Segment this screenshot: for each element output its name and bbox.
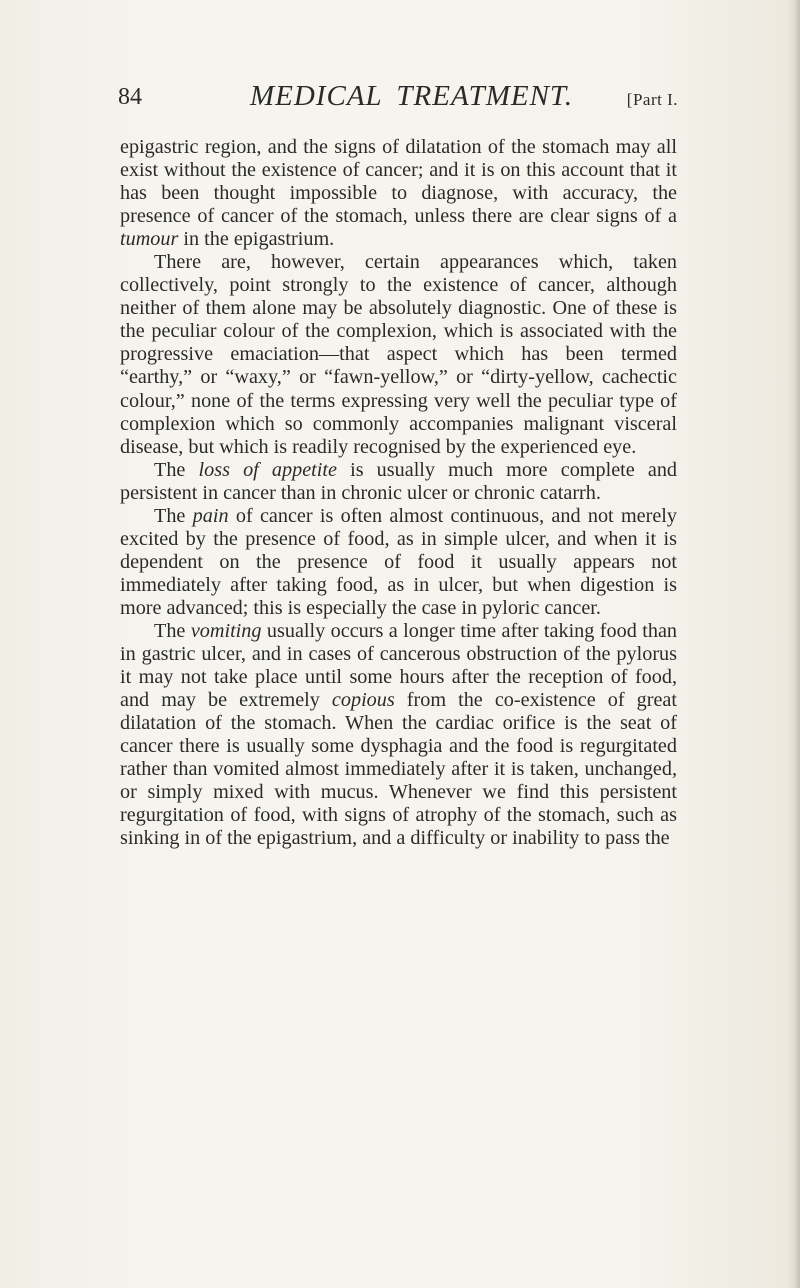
page-number: 84 — [118, 84, 142, 110]
italic-emphasis: loss of appetite — [198, 458, 337, 481]
text-segment: The — [154, 458, 199, 481]
italic-emphasis: pain — [192, 504, 229, 527]
text-segment: The — [154, 504, 193, 527]
body-text — [120, 136, 677, 850]
text-segment: The — [154, 619, 191, 642]
running-header — [118, 80, 678, 120]
text-segment: There are, however, certain appearances which, taken collectively, point strongly to the existence of cancer, although neither of them alone may be absolutely diagnostic. One of these is the peculiar colour of the complexion, which is associated with the progressive emaciation—that aspect which has been termed “earthy,” or “waxy,” or “fawn-yellow,” or “dirty-yellow, cachectic colour,” none of the terms expressing very well the peculiar type of complexion which so commonly accompanies malignant visceral disease, but which is readily recognised by the experienced eye. — [120, 251, 677, 458]
italic-emphasis: vomiting — [190, 619, 262, 642]
text-segment: usually occurs a longer time after taking food than in gastric ulcer, and in cases of cancerous obstruction of the pylorus it may not take place until some hours after the reception of food, and may be extremely — [120, 619, 678, 712]
text-segment: in the epigastrium. — [178, 228, 335, 251]
section-reference: [Part I. — [626, 90, 678, 109]
paragraph — [120, 620, 677, 850]
text-segment: is usually much more complete and persistent in cancer than in chronic ulcer or chronic catarrh. — [120, 458, 678, 504]
text-segment: epigastric region, and the signs of dilatation of the stomach may all exist without the existence of cancer; and it is on this account that it has been thought impossible to diagnose, with accuracy, the presence of cancer of the stomach, unless there are clear signs of a — [120, 136, 677, 228]
running-title: MEDICAL TREATMENT. — [250, 80, 574, 112]
italic-emphasis: tumour — [120, 228, 179, 251]
paragraph — [120, 459, 677, 505]
paragraph — [120, 136, 677, 251]
paragraph — [120, 505, 677, 620]
italic-emphasis: copious — [331, 689, 395, 712]
page-edge-shadow — [786, 0, 800, 1288]
text-segment: from the co-existence of great dilatation of the stomach. When the cardiac orifice is the seat of cancer there is usually some dysphagia and the food is regurgitated rather than vomited almost immediately after it is taken, unchanged, or simply mixed with mucus. Whenever we find this persistent regurgitation of food, with signs of atrophy of the stomach, such as sinking in of the epigastrium, and a difficulty or inability to pass the — [120, 689, 677, 850]
text-segment: of cancer is often almost continuous, and not merely excited by the presence of food, as in simple ulcer, and when it is dependent on the presence of food it usually appears not immediately after taking food, as in ulcer, but when digestion is more advanced; this is especially the case in pyloric cancer. — [120, 504, 677, 619]
paragraph — [120, 251, 677, 458]
